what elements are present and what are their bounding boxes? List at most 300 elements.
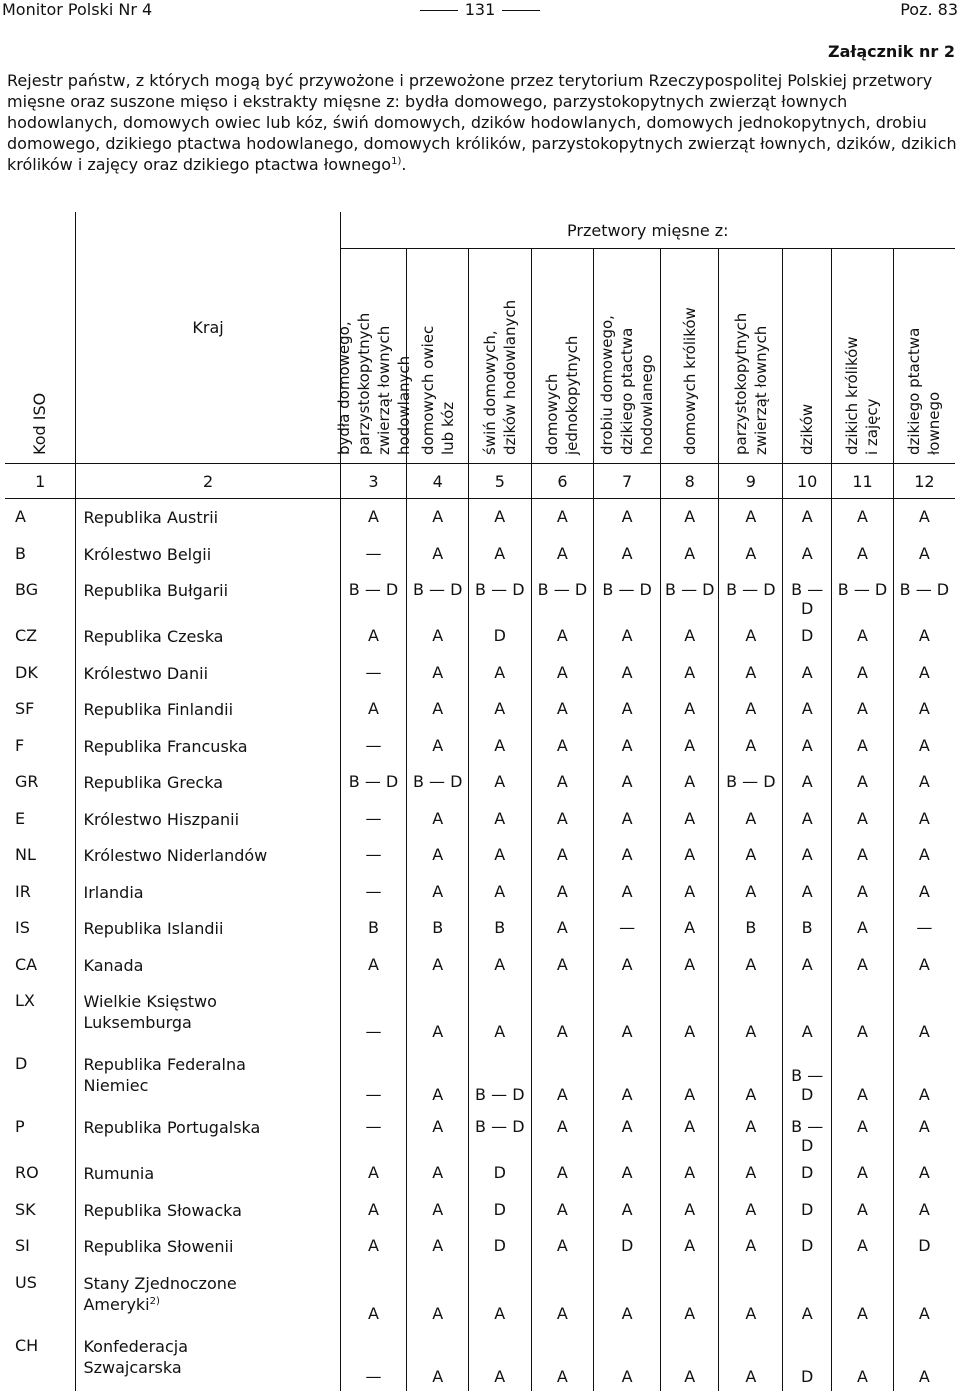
product-column-header xyxy=(783,249,832,464)
product-column-label-area xyxy=(407,253,468,455)
status-cell: B — D xyxy=(468,1109,531,1155)
iso-code-cell: SK xyxy=(5,1192,76,1229)
status-cell: A xyxy=(832,728,894,765)
status-cell: A xyxy=(468,728,531,765)
table-row xyxy=(5,1228,955,1265)
status-cell: A xyxy=(340,691,407,728)
publication-name: Monitor Polski Nr 4 xyxy=(2,0,153,19)
status-cell: A xyxy=(531,1228,594,1265)
product-column-label-area xyxy=(719,253,782,455)
status-cell: A xyxy=(661,837,719,874)
status-cell: — xyxy=(340,728,407,765)
product-column-label-line: zwierząt łownych xyxy=(374,325,393,455)
product-column-header xyxy=(468,249,531,464)
status-cell: A xyxy=(594,837,661,874)
status-cell: A xyxy=(783,655,832,692)
status-cell: A xyxy=(719,499,783,536)
status-cell: B — D xyxy=(340,764,407,801)
intro-end: . xyxy=(401,155,407,174)
status-cell: A xyxy=(468,983,531,1046)
status-cell: A xyxy=(407,947,469,984)
product-column-label-line: lub kóz xyxy=(438,401,457,455)
status-cell: A xyxy=(918,543,930,563)
status-cell: A xyxy=(832,764,894,801)
iso-code-cell: GR xyxy=(5,764,76,801)
table-row xyxy=(5,536,955,573)
country-name-cell xyxy=(76,947,340,984)
iso-code-cell: P xyxy=(5,1109,76,1155)
country-register-table xyxy=(5,212,955,1391)
status-cell: A xyxy=(832,837,894,874)
status-cell: A xyxy=(783,801,832,838)
status-cell: D xyxy=(468,1228,531,1265)
status-cell: B xyxy=(468,910,531,947)
product-column-label xyxy=(480,300,520,455)
table-row xyxy=(5,1046,955,1109)
country-name-cell xyxy=(76,572,340,618)
status-cell: A xyxy=(661,1192,719,1229)
status-cell: A xyxy=(594,801,661,838)
status-cell: A xyxy=(407,655,469,692)
product-column-label-area xyxy=(532,253,594,455)
status-cell: A xyxy=(407,1192,469,1229)
iso-code-header xyxy=(5,212,76,464)
status-cell: A xyxy=(783,947,832,984)
status-cell: A xyxy=(832,536,894,573)
country-name-cell xyxy=(76,874,340,911)
status-cell: A xyxy=(594,983,661,1046)
status-cell: A xyxy=(594,1046,661,1109)
table-row xyxy=(5,1155,955,1192)
product-column-label-line: dzikiego ptactwa xyxy=(905,327,924,455)
table-body xyxy=(5,499,955,1391)
status-cell: A xyxy=(783,837,832,874)
status-cell: A xyxy=(594,728,661,765)
table-row xyxy=(5,572,955,618)
status-cell: A xyxy=(531,655,594,692)
country-name-line: Konfederacja xyxy=(83,1336,189,1356)
status-cell: A xyxy=(531,1328,594,1391)
status-cell: A xyxy=(468,499,531,536)
group-header: Przetwory mięsne z: xyxy=(340,212,955,249)
column-number: 6 xyxy=(531,464,594,499)
status-cell: A xyxy=(661,1328,719,1391)
country-name-line: Niemiec xyxy=(83,1076,149,1095)
status-cell: A xyxy=(407,1046,469,1109)
status-cell: A xyxy=(661,728,719,765)
status-cell: A xyxy=(340,1265,407,1328)
status-cell: B xyxy=(340,910,407,947)
status-cell: A xyxy=(832,618,894,655)
product-column-label-area xyxy=(894,253,955,455)
status-cell: A xyxy=(531,1192,594,1229)
status-cell: B — D xyxy=(468,572,531,618)
product-column-label-area xyxy=(783,253,831,455)
country-name-cell xyxy=(76,499,340,536)
product-column-label-line: hodowlanych xyxy=(394,355,413,455)
iso-code-cell: DK xyxy=(5,655,76,692)
product-column-header xyxy=(832,249,894,464)
status-cell: A xyxy=(340,618,407,655)
status-cell: A xyxy=(468,874,531,911)
iso-code-cell: CZ xyxy=(5,618,76,655)
status-cell: A xyxy=(407,1328,469,1391)
country-name-line: Wielkie Księstwo xyxy=(83,992,217,1011)
status-cell: A xyxy=(918,507,930,526)
status-cell: A xyxy=(832,1328,894,1391)
status-cell: B — D xyxy=(468,1046,531,1109)
status-cell: A xyxy=(407,874,469,911)
status-cell: B — D xyxy=(407,764,469,801)
country-name-line: Królestwo Niderlandów xyxy=(83,846,268,865)
status-cell: A xyxy=(918,1085,930,1104)
table-row xyxy=(5,801,955,838)
status-cell: A xyxy=(832,1265,894,1328)
product-column-label-area xyxy=(594,253,660,455)
status-cell: A xyxy=(594,874,661,911)
iso-code-cell: SI xyxy=(5,1228,76,1265)
status-cell: — xyxy=(340,837,407,874)
status-cell: A xyxy=(661,1265,719,1328)
country-name-cell xyxy=(76,1328,340,1391)
product-column-label xyxy=(797,404,817,455)
country-name-cell xyxy=(76,1109,340,1155)
status-cell: A xyxy=(407,536,469,573)
status-cell: A xyxy=(468,1265,531,1328)
status-cell: A xyxy=(918,808,930,828)
status-cell: A xyxy=(661,874,719,911)
status-cell: A xyxy=(832,874,894,911)
status-cell: A xyxy=(531,691,594,728)
status-cell: A xyxy=(661,1109,719,1155)
page-number: 131 xyxy=(420,0,540,19)
country-name-line: Republika Bułgarii xyxy=(83,581,229,600)
country-name-cell xyxy=(76,1265,340,1328)
status-cell: A xyxy=(531,1265,594,1328)
status-cell: A xyxy=(407,837,469,874)
table-row xyxy=(5,837,955,874)
product-column-label-area xyxy=(832,253,893,455)
status-cell: A xyxy=(719,947,783,984)
status-cell: A xyxy=(340,1155,407,1192)
status-cell: B — D xyxy=(783,572,832,618)
country-footnote-ref: 2) xyxy=(149,1295,160,1307)
status-cell: A xyxy=(918,1117,930,1136)
product-column-label-line: domowych xyxy=(543,373,562,455)
status-cell: A xyxy=(918,772,930,791)
status-cell: — xyxy=(340,1109,407,1155)
country-name-cell xyxy=(76,536,340,573)
table-row xyxy=(5,1265,955,1328)
status-cell: B — D xyxy=(783,1046,832,1109)
iso-code-cell: B xyxy=(5,536,76,573)
table-row xyxy=(5,728,955,765)
column-number: 7 xyxy=(594,464,661,499)
product-column-label-line: bydła domowego, xyxy=(334,321,353,455)
country-name-line: Republika Islandii xyxy=(83,919,224,938)
product-column-label xyxy=(904,328,944,455)
status-cell: A xyxy=(531,874,594,911)
status-cell: A xyxy=(719,1265,783,1328)
status-cell: A xyxy=(468,536,531,573)
position-number: Poz. 83 xyxy=(900,0,958,19)
status-cell: A xyxy=(719,837,783,874)
status-cell: — xyxy=(916,918,933,937)
status-cell: A xyxy=(407,983,469,1046)
country-name-cell xyxy=(76,801,340,838)
status-cell: A xyxy=(832,910,894,947)
status-cell: — xyxy=(340,655,407,692)
product-column-label-line: łownego xyxy=(925,391,944,455)
status-cell: A xyxy=(531,728,594,765)
iso-code-cell: E xyxy=(5,801,76,838)
product-column-label-line: świń domowych, xyxy=(480,330,499,455)
status-cell: A xyxy=(594,1155,661,1192)
product-column-header xyxy=(531,249,594,464)
product-column-label xyxy=(731,313,771,455)
status-cell: A xyxy=(407,728,469,765)
column-number: 9 xyxy=(719,464,783,499)
status-cell: A xyxy=(832,1046,894,1109)
column-number: 4 xyxy=(407,464,469,499)
status-cell: A xyxy=(918,735,930,755)
status-cell: A xyxy=(531,983,594,1046)
iso-code-label: Kod ISO xyxy=(30,392,50,455)
column-number: 11 xyxy=(832,464,894,499)
status-cell: A xyxy=(407,1109,469,1155)
product-column-label-line: dzikiego ptactwa xyxy=(618,327,637,455)
status-cell: D xyxy=(468,1155,531,1192)
status-cell: A xyxy=(531,947,594,984)
status-cell: A xyxy=(661,1046,719,1109)
status-cell: A xyxy=(832,499,894,536)
iso-code-cell: A xyxy=(5,499,76,536)
status-cell: A xyxy=(719,1155,783,1192)
column-number: 10 xyxy=(783,464,832,499)
status-cell: A xyxy=(783,691,832,728)
status-cell: A xyxy=(661,1155,719,1192)
table-row xyxy=(5,618,955,655)
status-cell: A xyxy=(661,499,719,536)
status-cell: A xyxy=(468,837,531,874)
country-name-line: Republika Słowacka xyxy=(83,1200,242,1220)
country-name-cell xyxy=(76,1228,340,1265)
status-cell: A xyxy=(719,728,783,765)
status-cell: A xyxy=(407,691,469,728)
status-cell: D xyxy=(783,1228,832,1265)
status-cell: A xyxy=(918,845,930,864)
table-row xyxy=(5,947,955,984)
iso-code-cell: D xyxy=(5,1046,76,1109)
status-cell: D xyxy=(918,1236,931,1255)
status-cell: D xyxy=(468,618,531,655)
status-cell: A xyxy=(783,764,832,801)
status-cell: A xyxy=(531,910,594,947)
country-name-cell xyxy=(76,837,340,874)
status-cell: A xyxy=(340,499,407,536)
status-cell: A xyxy=(832,947,894,984)
country-name-cell xyxy=(76,691,340,728)
status-cell: A xyxy=(719,1328,783,1391)
product-column-label-line: dzików hodowlanych xyxy=(500,299,519,455)
product-column-label-line: hodowlanego xyxy=(638,354,657,455)
status-cell: A xyxy=(340,1192,407,1229)
status-cell: A xyxy=(918,626,930,645)
table-row xyxy=(5,499,955,536)
status-cell: A xyxy=(661,1228,719,1265)
status-cell: — xyxy=(340,874,407,911)
country-name-line: Luksemburga xyxy=(83,1013,192,1032)
status-cell: A xyxy=(594,947,661,984)
status-cell: A xyxy=(407,1228,469,1265)
country-name-line: Stany Zjednoczone xyxy=(83,1273,237,1293)
table-row xyxy=(5,1109,955,1155)
product-column-label-line: domowych królików xyxy=(680,307,699,455)
status-cell: A xyxy=(783,536,832,573)
status-cell: B xyxy=(783,910,832,947)
intro-paragraph xyxy=(7,70,957,175)
status-cell: B — D xyxy=(832,572,894,618)
status-cell: A xyxy=(719,1228,783,1265)
country-name-line: Republika Austrii xyxy=(83,508,219,527)
country-name-line: Republika Słowenii xyxy=(83,1237,234,1256)
status-cell: A xyxy=(531,536,594,573)
status-cell: A xyxy=(832,1109,894,1155)
table-row xyxy=(5,983,955,1046)
status-cell: A xyxy=(407,801,469,838)
status-cell: B — D xyxy=(899,580,950,599)
status-cell: A xyxy=(783,983,832,1046)
status-cell: A xyxy=(340,1228,407,1265)
status-cell: D xyxy=(783,618,832,655)
product-column-label-line: dzików xyxy=(798,403,817,455)
status-cell: A xyxy=(594,764,661,801)
product-column-header xyxy=(334,249,413,464)
country-name-line: Królestwo Belgii xyxy=(83,544,212,564)
iso-code-cell: NL xyxy=(5,837,76,874)
country-name-line: Szwajcarska xyxy=(83,1357,182,1377)
iso-code-cell: CA xyxy=(5,947,76,984)
country-name-cell xyxy=(76,655,340,692)
table-row xyxy=(5,910,955,947)
status-cell: A xyxy=(468,1328,531,1391)
status-cell: A xyxy=(661,764,719,801)
status-cell: A xyxy=(783,499,832,536)
status-cell: A xyxy=(783,728,832,765)
product-column-header xyxy=(407,249,469,464)
product-column-header xyxy=(594,249,661,464)
status-cell: A xyxy=(661,801,719,838)
product-column-label xyxy=(334,313,414,455)
status-cell: A xyxy=(594,618,661,655)
table-row xyxy=(5,1192,955,1229)
status-cell: — xyxy=(340,536,407,573)
status-cell: D xyxy=(783,1328,832,1391)
status-cell: A xyxy=(594,1109,661,1155)
country-name-line: Kanada xyxy=(83,955,144,975)
column-number: 8 xyxy=(661,464,719,499)
status-cell: A xyxy=(783,1265,832,1328)
product-column-label-line: parzystokopytnych xyxy=(731,312,750,455)
status-cell: A xyxy=(918,881,930,901)
product-column-label-line: drobiu domowego, xyxy=(598,315,617,455)
iso-code-cell: F xyxy=(5,728,76,765)
status-cell: A xyxy=(832,1155,894,1192)
status-cell: D xyxy=(783,1192,832,1229)
status-cell: B — D xyxy=(719,764,783,801)
status-cell: B — D xyxy=(407,572,469,618)
product-column-label-line: i zajęcy xyxy=(863,398,882,455)
status-cell: A xyxy=(594,1265,661,1328)
column-number: 5 xyxy=(468,464,531,499)
country-name-line: Królestwo Danii xyxy=(83,663,209,683)
column-number-row xyxy=(5,464,955,499)
status-cell: A xyxy=(719,1192,783,1229)
country-name-cell xyxy=(76,764,340,801)
product-column-label-line: zwierząt łownych xyxy=(751,325,770,455)
status-cell: A xyxy=(661,947,719,984)
table-row xyxy=(5,1328,955,1391)
status-cell: B xyxy=(719,910,783,947)
column-number: 12 xyxy=(893,464,955,499)
product-column-header xyxy=(893,249,955,464)
status-cell: B — D xyxy=(719,572,783,618)
status-cell: A xyxy=(918,699,930,718)
status-cell: B — D xyxy=(531,572,594,618)
product-column-label-area xyxy=(661,253,718,455)
status-cell: A xyxy=(661,655,719,692)
status-cell: A xyxy=(468,655,531,692)
status-cell: A xyxy=(594,1192,661,1229)
status-cell: A xyxy=(531,837,594,874)
status-cell: — xyxy=(340,1046,407,1109)
country-name-cell xyxy=(76,910,340,947)
status-cell: A xyxy=(918,662,930,682)
status-cell: A xyxy=(340,947,407,984)
status-cell: A xyxy=(719,801,783,838)
country-name-cell xyxy=(76,728,340,765)
country-name-line: Republika Francuska xyxy=(83,736,248,756)
status-cell: A xyxy=(832,655,894,692)
status-cell: A xyxy=(918,1022,930,1041)
intro-text: Rejestr państw, z których mogą być przywożone i przewożone przez terytorium Rzeczypospolitej Polskiej przetwory mięsne oraz suszone mięso i ekstrakty mięsne z: bydła domowego, parzystokopytnych zwierząt łownych hodowlanych, domowych owiec lub kóz, świń domowych, dzików hodowlanych, domowych jednokopytnych, drobiu domowego, dzikiego ptactwa hodowlanego, domowych królików, parzystokopytnych zwierząt łownych, dzików, dzikich królików i zajęcy oraz dzikiego ptactwa łownego xyxy=(7,71,957,174)
status-cell: A xyxy=(661,983,719,1046)
status-cell: — xyxy=(594,910,661,947)
status-cell: B — D xyxy=(340,572,407,618)
status-cell: A xyxy=(468,947,531,984)
status-cell: A xyxy=(661,618,719,655)
status-cell: — xyxy=(340,801,407,838)
country-name-cell xyxy=(76,983,340,1046)
product-column-label-area xyxy=(469,253,531,455)
status-cell: A xyxy=(594,1328,661,1391)
status-cell: A xyxy=(407,1155,469,1192)
product-column-label-line: parzystokopytnych xyxy=(354,312,373,455)
product-column-label-line: domowych owiec xyxy=(418,325,437,455)
status-cell: A xyxy=(594,536,661,573)
table-row xyxy=(5,655,955,692)
product-column-label xyxy=(542,336,582,455)
product-column-label xyxy=(680,307,700,455)
product-column-label xyxy=(418,326,458,455)
status-cell: A xyxy=(407,1265,469,1328)
iso-code-cell: SF xyxy=(5,691,76,728)
status-cell: A xyxy=(783,874,832,911)
country-name-line: Republika Czeska xyxy=(83,627,224,646)
status-cell: A xyxy=(661,910,719,947)
status-cell: A xyxy=(918,1163,930,1182)
country-name-line: Republika Finlandii xyxy=(83,700,234,719)
